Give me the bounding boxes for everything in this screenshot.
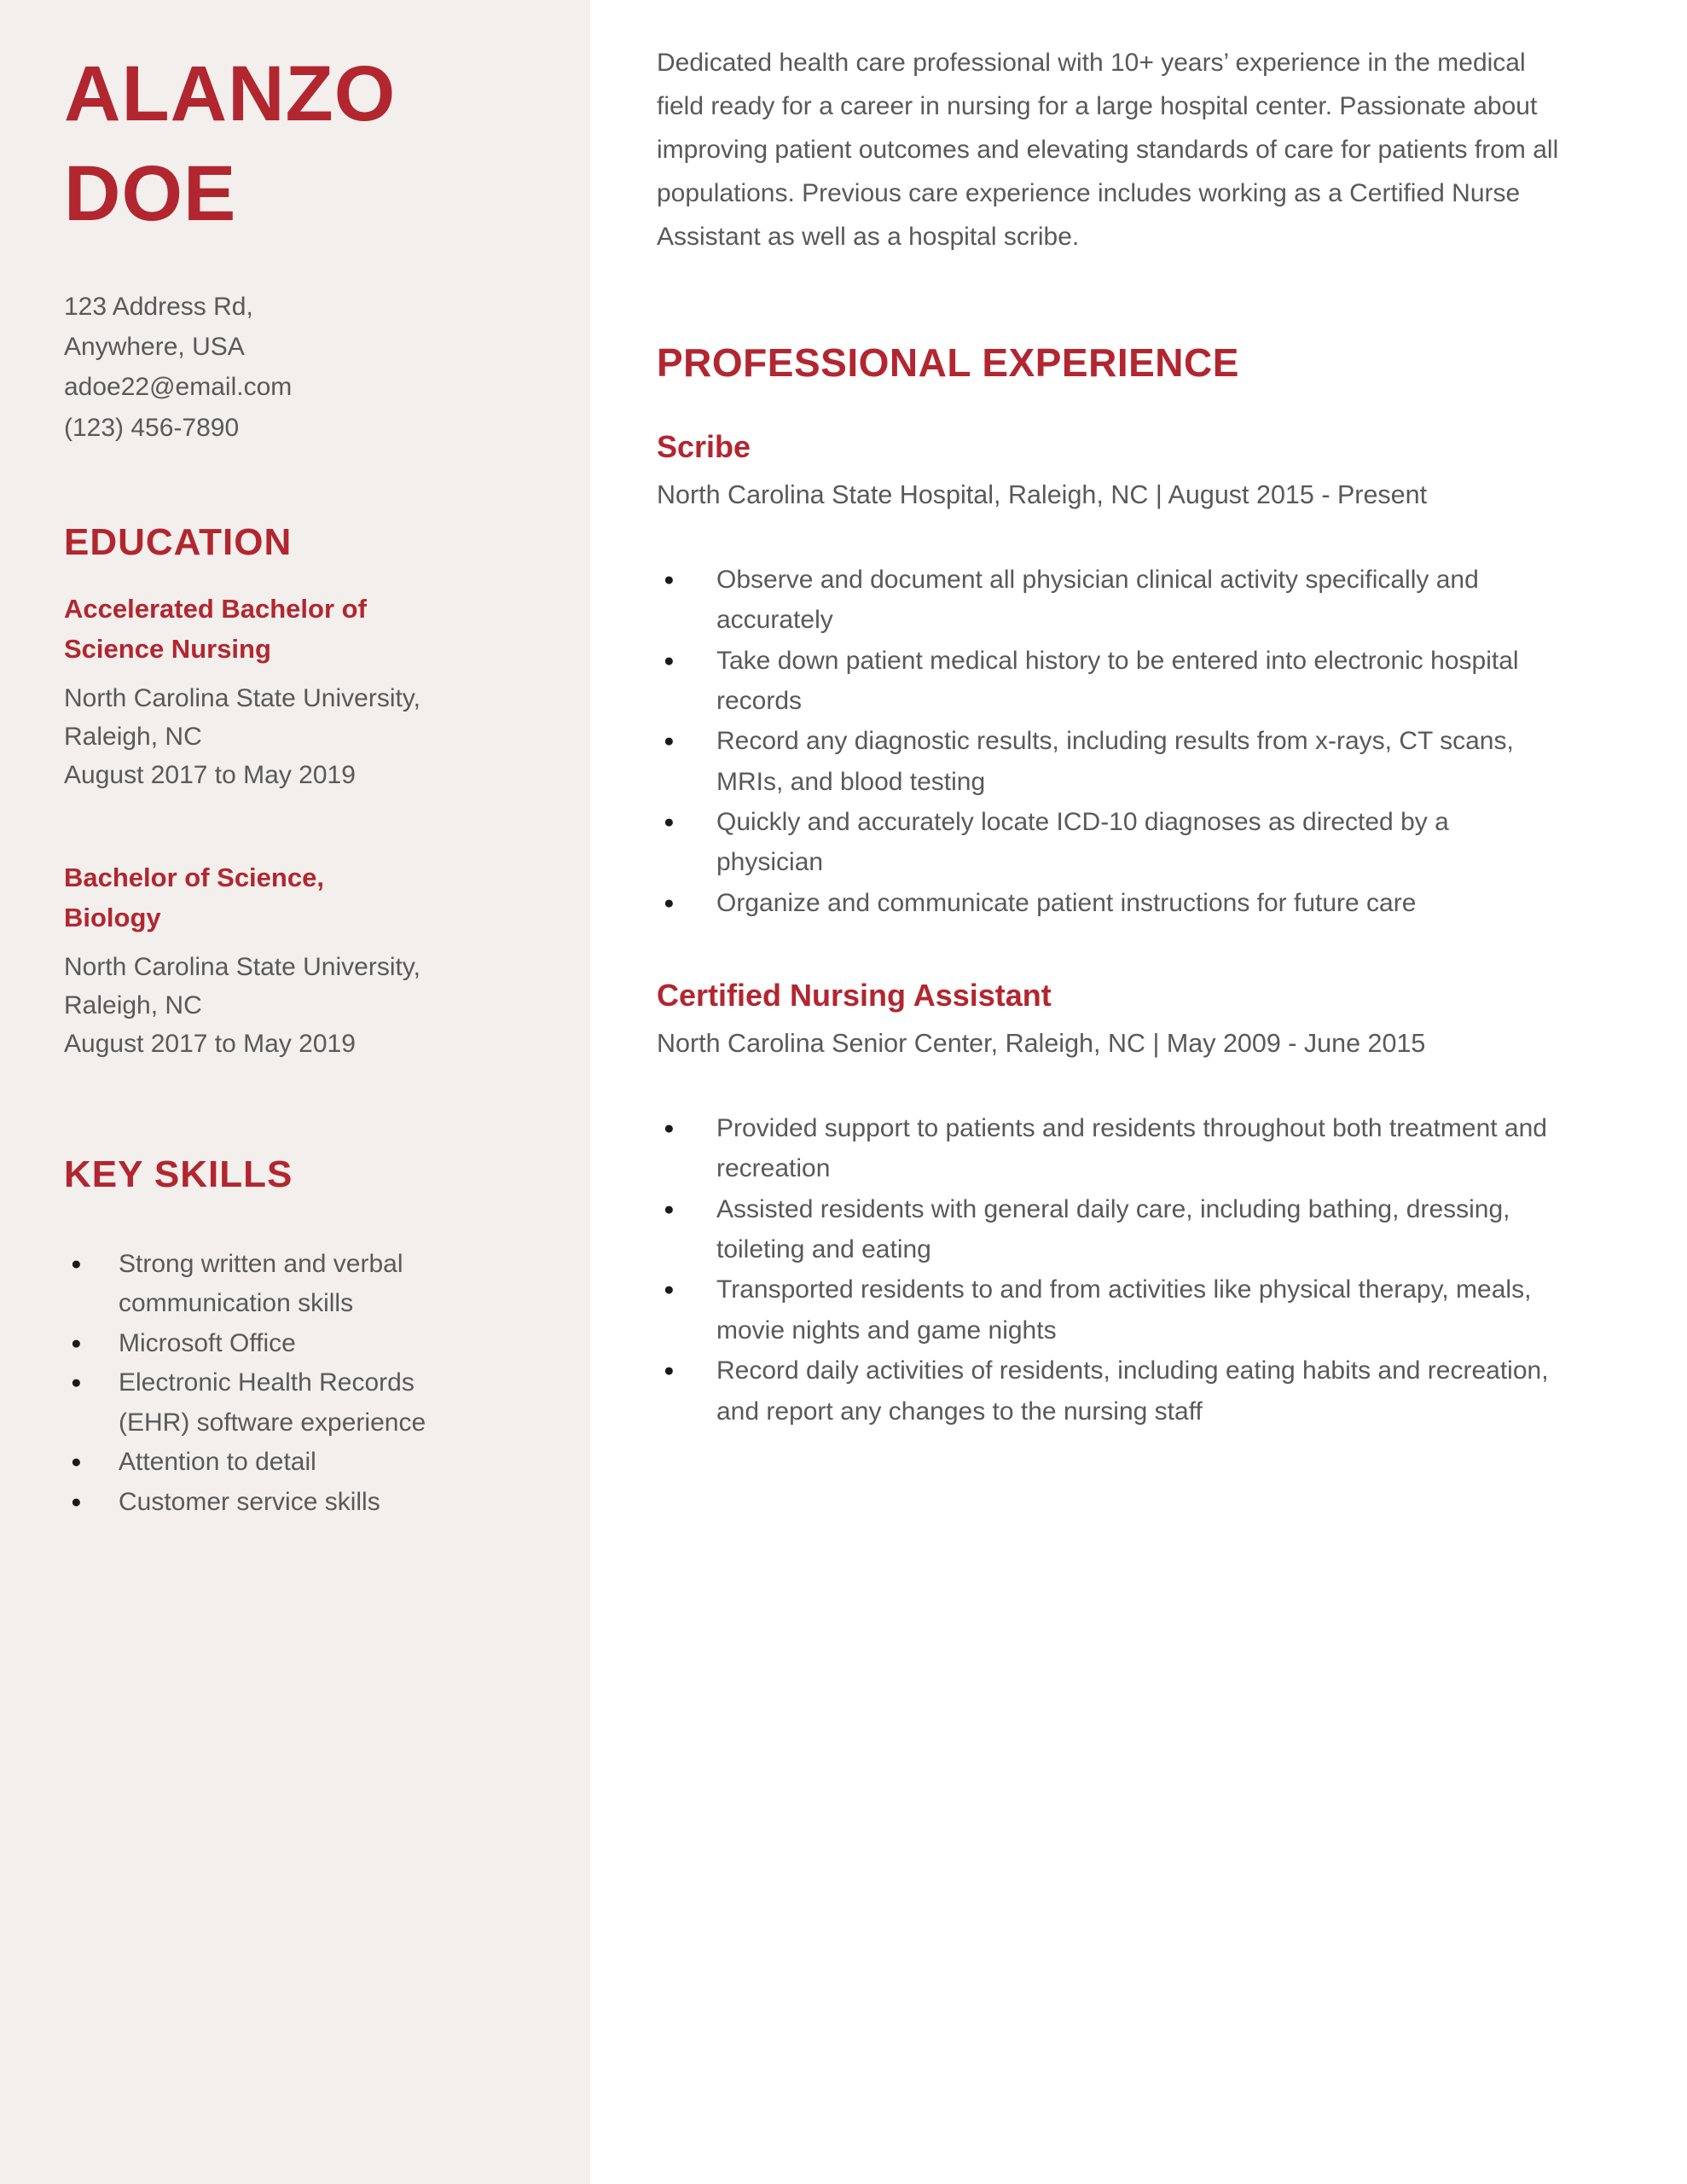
candidate-last-name: DOE <box>64 149 237 237</box>
job-title: Certified Nursing Assistant <box>657 978 1052 1014</box>
degree-dates: August 2017 to May 2019 <box>64 761 356 790</box>
skill-text: Electronic Health Records (EHR) software experience <box>119 1368 426 1437</box>
job-entry <box>657 976 1561 1432</box>
skill-item <box>64 1363 546 1443</box>
skill-text: Attention to detail <box>119 1448 316 1477</box>
bullet-icon: ● <box>71 1491 82 1512</box>
skill-item <box>64 1443 546 1483</box>
skill-text: Customer service skills <box>119 1487 380 1516</box>
contact-city-line: Anywhere, USA <box>64 333 245 362</box>
experience-bullet <box>657 1189 1561 1270</box>
bullet-text: Quickly and accurately locate ICD-10 diagnoses as directed by a physician <box>716 808 1449 877</box>
summary-paragraph: Dedicated health care professional with 10+ years’ experience in the medical field ready for a career in nursing for a large hospital center. Passionate about improving patient outcomes and elevating standards of care for patients from all populations. Previous care experience includes working as a Certified Nurse Assistant as well as a hospital scribe. <box>657 49 1559 251</box>
experience-bullet <box>657 1350 1561 1432</box>
degree-school: North Carolina State University, <box>64 684 420 713</box>
contact-email: adoe22@email.com <box>64 373 293 402</box>
degree-title: Bachelor of Science, Biology <box>64 863 324 932</box>
bullet-icon: ● <box>71 1333 82 1353</box>
bullet-text: Record any diagnostic results, including results from x-rays, CT scans, MRIs, and blood testing <box>716 727 1514 796</box>
bullet-text: Provided support to patients and residents throughout both treatment and recreation <box>716 1113 1547 1183</box>
job-bullet-list <box>657 1108 1561 1432</box>
experience-bullet <box>657 560 1561 641</box>
main-column <box>590 0 1687 2184</box>
bullet-icon: ● <box>664 1199 675 1219</box>
contact-block <box>64 287 546 449</box>
degree-dates: August 2017 to May 2019 <box>64 1030 356 1059</box>
skill-text: Strong written and verbal communication skills <box>119 1249 403 1318</box>
experience-bullet <box>657 1108 1561 1189</box>
candidate-first-name: ALANZO <box>64 50 397 137</box>
degree-school: North Carolina State University, <box>64 953 420 982</box>
skill-item <box>64 1324 546 1364</box>
degree-details <box>64 948 546 1063</box>
degree-title: Accelerated Bachelor of Science Nursing <box>64 594 367 664</box>
bullet-icon: ● <box>664 892 675 913</box>
bullet-text: Record daily activities of residents, including eating habits and recreation, and report any changes to the nursing staff <box>716 1356 1549 1426</box>
bullet-text: Transported residents to and from activities like physical therapy, meals, movie nights and game nights <box>716 1275 1532 1345</box>
experience-bullet <box>657 802 1561 883</box>
bullet-icon: ● <box>71 1253 82 1274</box>
degree-location: Raleigh, NC <box>64 991 202 1020</box>
bullet-icon: ● <box>664 569 675 590</box>
job-entry <box>657 427 1561 923</box>
bullet-icon: ● <box>664 650 675 671</box>
bullet-icon: ● <box>664 1361 675 1381</box>
sidebar <box>0 0 590 2184</box>
degree-location: Raleigh, NC <box>64 723 202 752</box>
bullet-icon: ● <box>664 1118 675 1138</box>
candidate-name <box>64 44 546 244</box>
skills-list <box>64 1245 546 1523</box>
bullet-text: Observe and document all physician clinical activity specifically and accurately <box>716 565 1479 635</box>
job-title: Scribe <box>657 429 751 465</box>
education-entry <box>64 858 546 1063</box>
bullet-text: Take down patient medical history to be entered into electronic hospital records <box>716 646 1519 715</box>
job-bullet-list <box>657 560 1561 924</box>
section-heading-key-skills: KEY SKILLS <box>64 1153 293 1196</box>
contact-phone: (123) 456-7890 <box>64 413 240 442</box>
education-entry <box>64 590 546 794</box>
bullet-icon: ● <box>664 812 675 833</box>
bullet-icon: ● <box>664 1280 675 1300</box>
experience-bullet <box>657 641 1561 722</box>
skill-item <box>64 1245 546 1324</box>
skill-text: Microsoft Office <box>119 1328 296 1357</box>
skill-item <box>64 1483 546 1523</box>
bullet-icon: ● <box>71 1452 82 1472</box>
job-meta: North Carolina State Hospital, Raleigh, NC | August 2015 - Present <box>657 479 1428 509</box>
section-heading-education: EDUCATION <box>64 521 293 564</box>
degree-details <box>64 679 546 794</box>
experience-bullet <box>657 883 1561 923</box>
bullet-icon: ● <box>71 1373 82 1393</box>
bullet-icon: ● <box>664 731 675 752</box>
bullet-text: Organize and communicate patient instructions for future care <box>716 888 1417 917</box>
contact-address-line: 123 Address Rd, <box>64 292 253 321</box>
experience-bullet <box>657 721 1561 802</box>
experience-bullet <box>657 1269 1561 1350</box>
section-heading-experience: PROFESSIONAL EXPERIENCE <box>657 340 1239 385</box>
job-meta: North Carolina Senior Center, Raleigh, NC | May 2009 - June 2015 <box>657 1029 1426 1059</box>
bullet-text: Assisted residents with general daily care, including bathing, dressing, toileting and eating <box>716 1194 1510 1263</box>
